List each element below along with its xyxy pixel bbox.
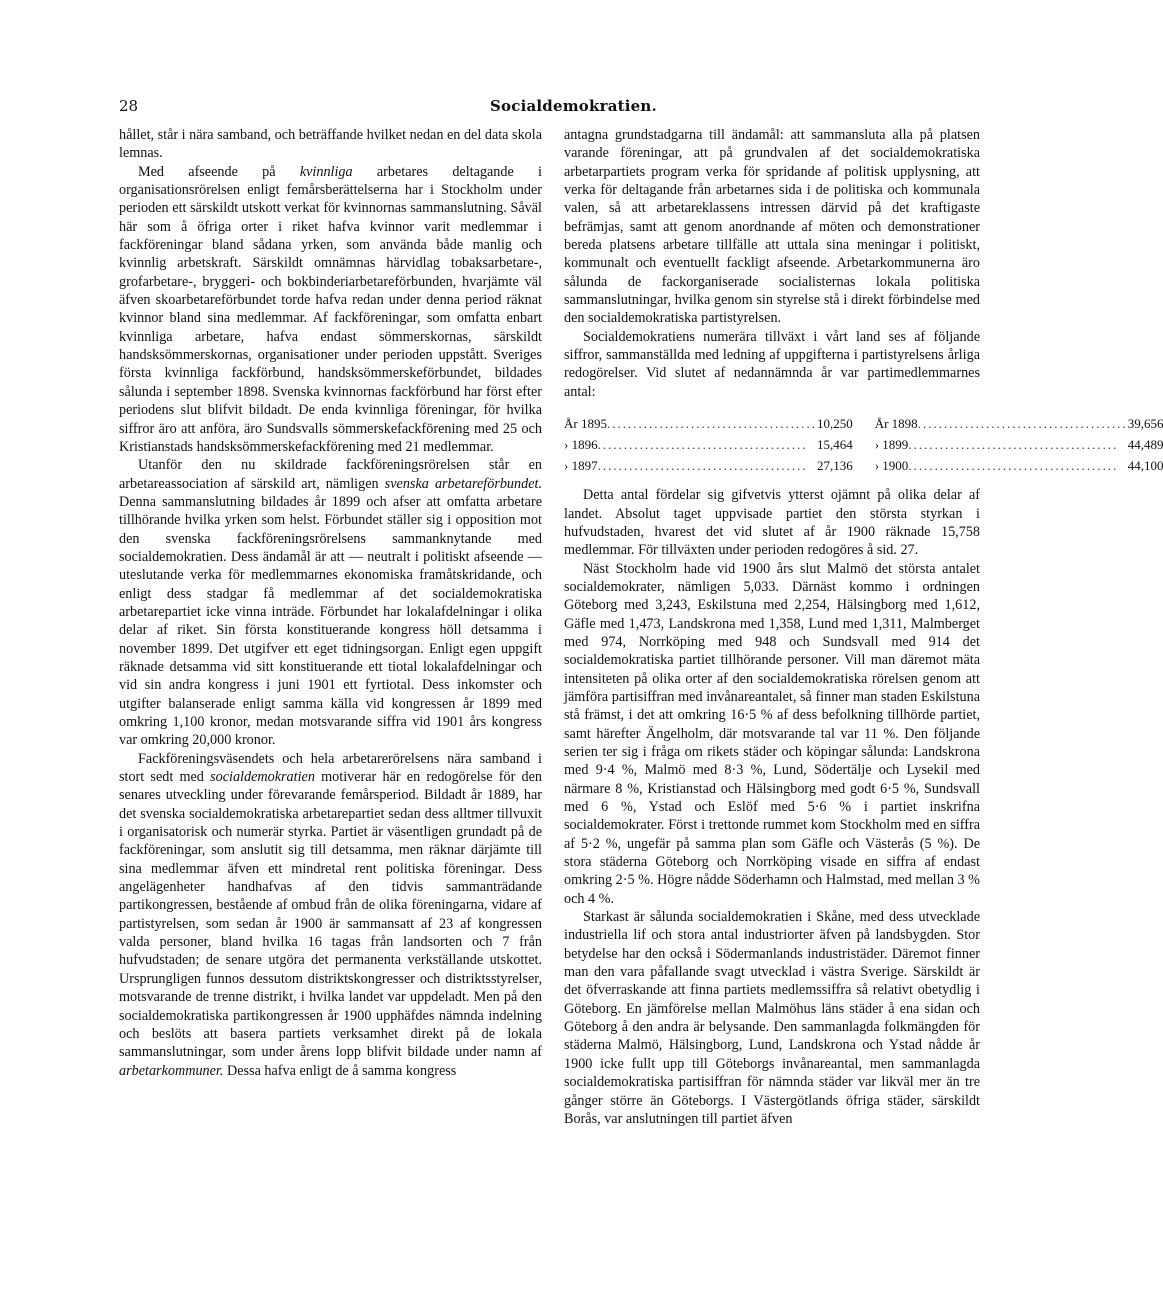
italic-term: socialdemokratien (210, 769, 315, 786)
paragraph-regions: Starkast är sålunda socialdemokratien i Skåne, med dess utvecklade industriella lif och stora antal industriorter äfven på landsbygden. Stor betydelse har den också i Södermanlands industristäder. Däremot finner man den vara påfallande svagt utvecklad i västra Sverige. Särskildt är det öfverraskande att finna partiets medlemssiffra så relativt obetydlig i Göteborg. En jämförelse mellan Malmöhus läns städer å ena sidan och Göteborg å den andra är belysande. Den sammanlagda folkmängden för städerna Malmö, Hälsingborg, Lund, Landskrona och Ystad nådde år 1900 icke fullt upp till Göteborgs invånareantal, men sammanlagda socialdemokratiska partisiffran för nämnda städer var likväl mer än tre gånger större än Göteborgs. I Västergötlands öfriga städer, särskildt Borås, var anslutningen till partiet äfven (564, 909, 980, 1127)
italic-term: kvinnliga (299, 163, 353, 180)
year-label: År 1898 (874, 416, 918, 432)
member-count: 27,136 (816, 458, 853, 474)
member-count: 15,464 (816, 437, 853, 453)
membership-table (564, 413, 1163, 476)
table-row (875, 413, 1163, 434)
member-count: 39,656 (1127, 416, 1163, 432)
member-count: 44,100 (1127, 458, 1163, 474)
year-label: › 1897 (564, 458, 598, 474)
paragraph-socialdemokratien: Fackföreningsväsendets och hela arbetarerörelsens nära samband i stort sedt med socialdemokratien motiverar här en redogörelse för den senares utveckling under förevarande femårsperiod. Bildadt år 1889, har det svenska socialdemokratiska arbetarepartiet sedan dess alltmer tillvuxit i organisatorisk och numerär styrka. Partiet är väsentligen grundadt på de fackföreningar, som anslutit sig till detsamma, men räknar därjämte till sina medlemmar äfven ett mindretal rent politiska föreningar. Dess angelägenheter handhafvas af den tidvis sammanträdande partikongressen, bestående af ombud från de olika föreningarna, vidare af partistyrelsen, som sedan år 1900 är sammansatt af 23 af kongressen valda personer, bland hvilka 16 tagas från landsorten och 7 från hufvudstaden; de senare utgöra det permanenta verkställande utskottet. Ursprungligen funnos dessutom distriktskongresser och distriktsstyrelser, motsvarande de trenne distrikt, i hvilka landet var uppdeladt. Men på den socialdemokratiska partikongressen år 1900 upphäfdes nämnda indelning och beslöts att basera partiets verksamhet direkt på de lokala sammanslutningar, som under årens lopp blifvit bildade under namn af arbetarkommuner. Dessa hafva enligt de å samma kongress (119, 750, 542, 1079)
year-label: › 1899 (874, 437, 909, 453)
italic-term: arbetarkommuner. (119, 1062, 224, 1079)
running-title: Socialdemokratien. (490, 97, 657, 115)
paragraph-distribution: Detta antal fördelar sig gifvetvis ytterst ojämnt på olika delar af landet. Absolut taget uppvisade partiet den största styrkan i hufvudstaden, hvarest det vid slutet af år 1900 räknade 15,758 medlemmar. För tillväxten under perioden redogöres å sid. 27. (564, 487, 980, 559)
table-row (564, 413, 853, 434)
page-number: 28 (119, 97, 139, 115)
table-row (564, 455, 853, 476)
paragraph-cities: Näst Stockholm hade vid 1900 års slut Malmö det största antalet socialdemokrater, nämligen 5,033. Därnäst kommo i ordningen Göteborg med 3,243, Eskilstuna med 2,254, Hälsingborg med 1,612, Gäfle med 1,473, Landskrona med 1,358, Lund med 1,311, Malmberget med 974, Norrköping med 948 och Sundsvall med 914 det socialdemokratiska partiet tillhörande personer. Vill man däremot mäta intensiteten på olika orter af den socialdemokratiska rörelsen genom att jämföra partisiffran med invånareantalet, så finner man staden Eskilstuna stå främst, i det att omkring 16·5 % af dess befolkning tillhörde partiet, samt härefter Ängelholm, där motsvarande tal var 11 %. Den följande serien ter sig i fråga om rikets städer och köpingar sålunda: Landskrona med 9·4 %, Malmö med 8·3 %, Lund, Södertälje och Lysekil med närmare 8 %, Kristianstad och Hälsingborg med godt 6·5 %, Sundsvall med 6 %, Ystad och Eslöf med 5·6 % i partiet inskrifna socialdemokrater. Först i trettonde rummet kom Stockholm med en siffra af 5·2 %, ungefär på samma plan som Gäfle och Västerås (5 %). De stora städerna Göteborg och Norrköping visade en siffra af endast omkring 2·5 %. Högre nådde Söderhamn och Halmstad, med mellan 3 % och 4 %. (564, 560, 980, 907)
paragraph-arbetarkommuner-aims: antagna grundstadgarna till ändamål: att sammansluta alla på platsen varande föreningar, att på grundvalen af det socialdemokratiska arbetarpartiets program verka för spridande af politisk upplysning, att verka för deltagande från arbetarnes sida i de politiska och kommunala valen, så att arbetareklassens intressen därvid på det kraftigaste befrämjas, samt att genom anordnande af möten och demonstrationer bereda platsens arbetare tillfälle att uttala sina meningar i politiskt, kommunalt och eventuellt fackligt afseende. Arbetarkommunerna äro sålunda de fackorganiserade socialisternas lokala politiska sammanslutningar, hvilka genom sin styrelse stå i direkt förbindelse med den socialdemokratiska partistyrelsen. (564, 127, 980, 327)
member-count: 10,250 (816, 416, 853, 432)
right-column (564, 126, 1163, 1128)
italic-term: svenska arbetareförbundet. (384, 475, 542, 492)
year-label: År 1895 (564, 416, 607, 432)
table-row (875, 434, 1163, 455)
member-count: 44,489 (1127, 437, 1163, 453)
year-label: › 1900 (874, 458, 909, 474)
paragraph-arbetareforbundet: Utanför den nu skildrade fackföreningsrörelsen står en arbetareassociation af särskild art, nämligen svenska arbetareförbundet. Denna sammanslutning bildades år 1899 och afser att omfatta arbetare tillhörande hvilka yrken som helst. Förbundet ställer sig i opposition mot den svenska fackföreningsrörelsens sammanknytande med socialdemokratien. Dess ändamål är att — neutralt i politiskt afseende — uteslutande verka för medlemmarnes ekonomiska framåtskridande, och enligt dess stadgar få medlemmar af det socialdemokratiska arbetarepartiet icke vinna inträde. Förbundet har lokalafdelningar i olika delar af riket. Sin första konstituerande kongress höll detsamma i november 1899. Det utgifver ett eget tidningsorgan. Enligt egen uppgift räknade detsamma vid sitt konstituerande ett tiotal lokalafdelningar och vid sin andra kongress i juni 1901 ett fyrtiotal. Dess inkomster och utgifter balanserade enligt samma källa vid kongressen år 1899 med omkring 1,100 kronor, medan motsvarande siffra vid 1901 års kongress var omkring 20,000 kronor. (119, 457, 542, 749)
paragraph-continuation: hållet, står i nära samband, och beträffande hvilket nedan en del data skola lemnas. (119, 127, 542, 162)
left-column (119, 126, 542, 1080)
table-row (875, 455, 1163, 476)
year-label: › 1896 (564, 437, 598, 453)
paragraph-women-workers: Med afseende på kvinnliga arbetares deltagande i organisationsrörelsen enligt femårsberättelserna har i Stockholm under perioden ett särskildt utskott verkat för kvinnornas sammanslutning. Såväl här som å öfriga orter i riket hafva kvinnor varit medlemmar i fackföreningar bland sådana yrken, som använda både manlig och kvinnlig arbetskraft. Särskildt omnämnas härvidlag tobaksarbetare-, grofarbetare-, bryggeri- och bokbinderiarbetareförbunden, hvarjämte väl äfven skoarbetareförbundet torde hafva redan under denna period räknat kvinnor bland sina medlemmar. Af fackföreningar, som omfatta enbart kvinnliga arbetare, hafva endast sömmerskornas, särskildt handsksömmerskornas, organisationer under perioden uppstått. Sveriges första kvinnliga fackförbund, handsksömmerskeförbundet, bildades sålunda i september 1898. Svenska kvinnornas fackförbund har först efter periodens slut blifvit bildadt. De enda kvinnliga föreningar, för hvilka siffror äro att anföra, äro Sundsvalls sömmerskefackförening med 25 och Kristianstads handsksömmerskefackförening med 21 medlemmar. (119, 163, 542, 455)
paragraph-membership-growth: Socialdemokratiens numerära tillväxt i vårt land ses af följande siffror, sammanställda med ledning af uppgifterna i partistyrelsens årliga redogörelser. Vid slutet af nedannämnda år var partimedlemmarnes antal: (564, 328, 980, 400)
table-row (564, 434, 853, 455)
